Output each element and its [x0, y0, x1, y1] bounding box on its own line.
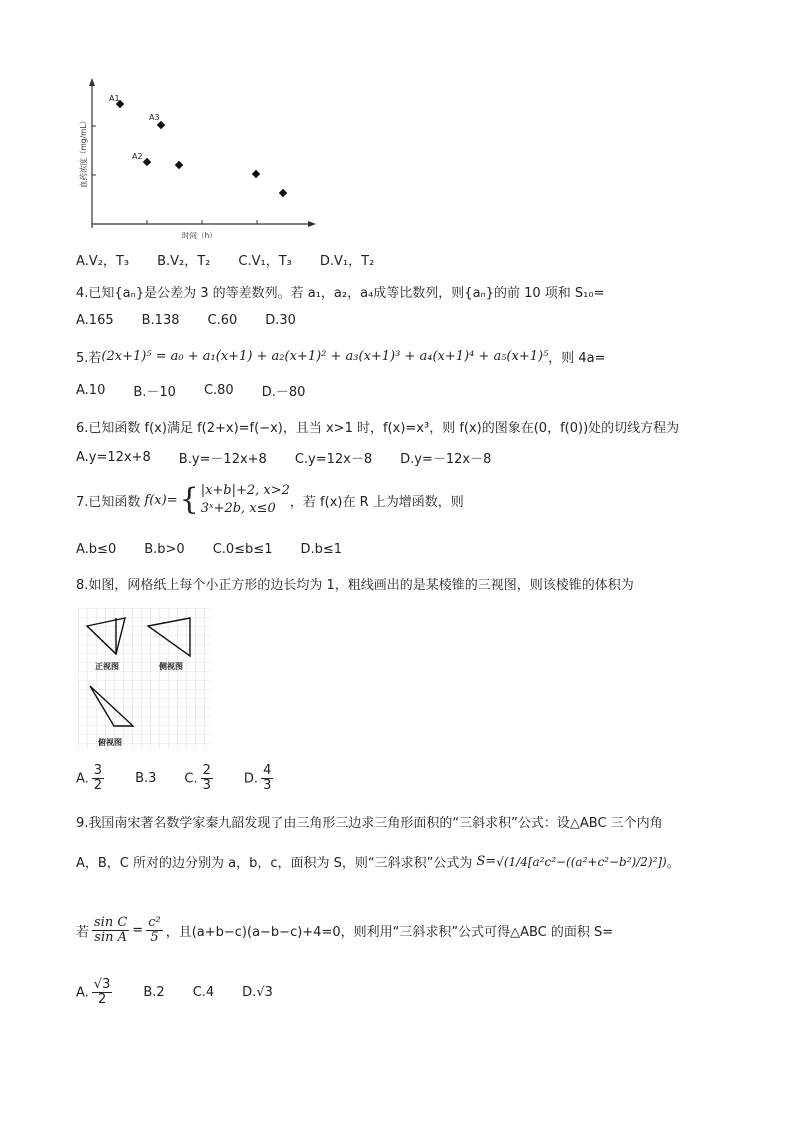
q7-brace: { [179, 482, 199, 517]
q7-option-a[interactable]: A.b≤0 [76, 542, 117, 557]
point-4 [175, 161, 183, 169]
q6-stem: 6.已知函数 f(x)满足 f(2+x)=f(−x)，且当 x>1 时，f(x)=x³，则 f(x)的图象在(0，f(0))处的切线方程为 [76, 421, 680, 436]
q3-option-b[interactable]: B.V₂，T₂ [157, 254, 211, 269]
q9-option-c[interactable]: C.4 [192, 985, 215, 1001]
q7-option-d[interactable]: D.b≤1 [300, 542, 343, 557]
q7-stem [76, 482, 464, 518]
x-axis-label: 时间（h） [182, 231, 217, 240]
q5-prefix: 5.若 [76, 351, 102, 366]
q3-option-a[interactable]: A.V₂，T₃ [76, 254, 130, 269]
q4-option-b[interactable]: B.138 [141, 313, 180, 328]
q7-option-c[interactable]: C.0≤b≤1 [212, 542, 273, 557]
y-axis-arrow [89, 78, 95, 86]
q9-option-b[interactable]: B.2 [143, 985, 165, 1001]
front-view-label: 正视图 [95, 662, 119, 671]
q9-option-d[interactable]: D.√3 [242, 985, 273, 1001]
label-a2: A2 [132, 152, 143, 161]
concentration-scatter-figure [72, 78, 322, 243]
q7-option-b[interactable]: B.b>0 [144, 542, 185, 557]
q9-option-a[interactable]: A. $\frac{√3}{2}$ [76, 977, 111, 1008]
q9-line-2-text: A，B，C 所对的边分别为 a，b，c，面积为 S，则“三斜求积”公式为 [76, 856, 473, 871]
q7-case-1: |x+b|+2, x>2 [200, 483, 290, 498]
q9-line-3-prefix: 若 [76, 925, 90, 941]
q8-option-b[interactable]: B.3 [135, 771, 157, 787]
q5-option-a[interactable]: A.10 [76, 383, 106, 398]
three-views-figure [78, 608, 210, 750]
q4-option-c[interactable]: C.60 [207, 313, 238, 328]
x-axis-arrow [308, 221, 316, 227]
q8-stem: 8.如图，网格纸上每个小正方形的边长均为 1，粗线画出的是某棱锥的三视图，则该棱锥的体积为 [76, 578, 634, 593]
q3-option-d[interactable]: D.V₁，T₂ [319, 254, 375, 269]
q7-fx: f(x)= [144, 492, 178, 508]
q5-option-c[interactable]: C.80 [203, 383, 234, 398]
y-axis-label: 血药浓度（mg/mL） [79, 116, 88, 188]
label-a1: A1 [109, 94, 120, 103]
point-5 [252, 170, 260, 178]
q4-option-d[interactable]: D.30 [265, 313, 296, 328]
q5-formula: (2x+1)⁵ = a₀ + a₁(x+1) + a₂(x+1)² + a₃(x+1)³ + a₄(x+1)⁴ + a₅(x+1)⁵ [101, 349, 549, 364]
q5-option-b[interactable]: B.－10 [133, 385, 176, 400]
q9-line-3: 若 $\frac{\text{sin C}}{\text{sin A}}$ = $\frac{\text{c²}}{5}$ ，且(a+b−c)(a−b−c)+4=0，则利用“三斜求积”公式可得△ABC 的面积 S= [76, 915, 614, 946]
q5-suffix: ，则 4a= [548, 351, 606, 366]
q4-option-a[interactable]: A.165 [76, 313, 114, 328]
point-6 [279, 189, 287, 197]
q4-stem: 4.已知{aₙ}是公差为 3 的等差数列。若 a₁，a₂，a₄成等比数列，则{aₙ}的前 10 项和 S₁₀= [76, 286, 605, 301]
point-a2 [143, 158, 151, 166]
q6-option-c[interactable]: C.y=12x－8 [294, 452, 373, 467]
q9-line-2 [76, 852, 680, 871]
q5-stem [76, 347, 606, 366]
q8-option-d[interactable]: D. $\frac{4}{3}$ [243, 763, 272, 794]
q5-options [76, 381, 305, 400]
q3-option-c[interactable]: C.V₁，T₃ [238, 254, 292, 269]
q7-suffix: ，若 f(x)在 R 上为增函数，则 [289, 494, 464, 510]
side-view-label: 侧视图 [159, 662, 183, 671]
q7-case-2: 3ˣ+2b, x≤0 [200, 501, 276, 516]
point-a3 [157, 121, 165, 129]
q6-option-a[interactable]: A.y=12x+8 [76, 450, 151, 465]
q3-options [76, 250, 374, 269]
q8-option-a[interactable]: A. $\frac{3}{2}$ [76, 763, 103, 794]
q9-formula-root: √(1/4[a²c²−((a²+c²−b²)/2)²]) [496, 854, 667, 869]
q7-options [76, 542, 342, 557]
q9-line-2-end: 。 [666, 856, 680, 871]
q9-options [76, 978, 273, 1008]
q8-options [76, 764, 276, 794]
q7-prefix: 7.已知函数 [76, 494, 141, 510]
q9-line-3-rest: ，且(a+b−c)(a−b−c)+4=0，则利用“三斜求积”公式可得△ABC 的面积 S= [165, 925, 614, 941]
q9-line-1: 9.我国南宋著名数学家秦九韶发现了由三角形三边求三角形面积的“三斜求积”公式：设△ABC 三个内角 [76, 816, 663, 831]
q9-formula-s: S= [476, 854, 497, 869]
q5-option-d[interactable]: D.－80 [261, 385, 306, 400]
label-a3: A3 [149, 113, 160, 122]
q6-options [76, 448, 491, 467]
q8-option-c[interactable]: C. $\frac{2}{3}$ [184, 763, 211, 794]
top-view-label: 俯视图 [98, 738, 122, 747]
q6-option-b[interactable]: B.y=－12x+8 [178, 452, 267, 467]
q4-options [76, 313, 296, 328]
q6-option-d[interactable]: D.y=－12x－8 [400, 452, 492, 467]
